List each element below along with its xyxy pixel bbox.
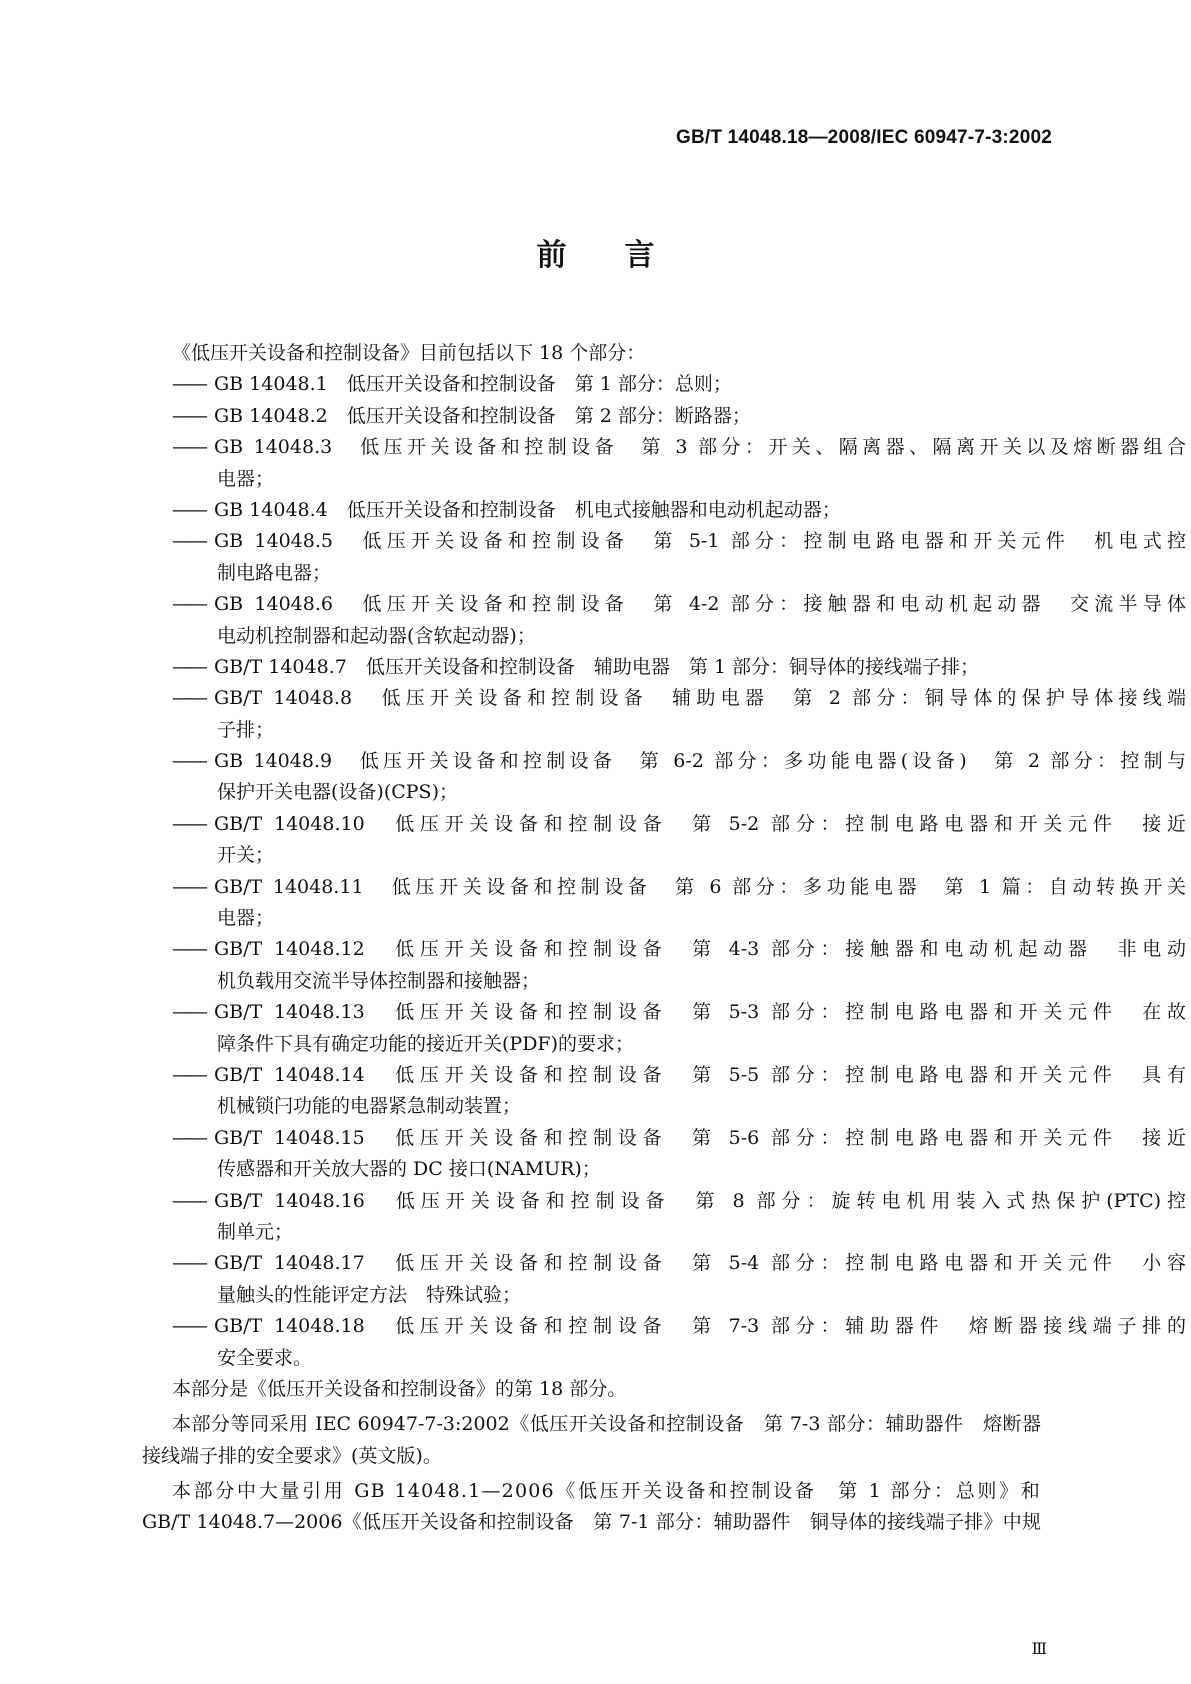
dash-mark: —— (172, 1252, 206, 1275)
list-item-continuation: 子排； (217, 718, 275, 741)
list-item-text: GB 14048.1 低压开关设备和控制设备 第 1 部分：总则； (214, 373, 732, 396)
list-item-text: GB/T 14048.12 低压开关设备和控制设备 第 4-3 部分：接触器和电动机起动器 非电动 (214, 938, 1186, 961)
dash-mark: —— (172, 687, 206, 710)
list-item (0, 526, 1191, 557)
paragraph-text: GB/T 14048.7—2006《低压开关设备和控制设备 第 7-1 部分：辅助器件 铜导体的接线端子排》中规 (142, 1511, 1041, 1534)
list-item-continuation: 量触头的性能评定方法 特殊试验； (217, 1283, 522, 1306)
list-item-continuation: 制电路电器； (217, 561, 332, 584)
list-item-text: GB 14048.4 低压开关设备和控制设备 机电式接触器和电动机起动器； (214, 498, 841, 521)
paragraph-text: 本部分中大量引用 GB 14048.1—2006《低压开关设备和控制设备 第 1 部分：总则》和 (172, 1480, 1041, 1503)
list-item-continuation: 电器； (217, 467, 275, 490)
list-item-text: GB/T 14048.17 低压开关设备和控制设备 第 5-4 部分：控制电路电器和开关元件 小容 (214, 1252, 1186, 1275)
list-item (0, 1311, 1191, 1342)
list-item (0, 369, 1191, 400)
list-item (0, 997, 1191, 1028)
list-item (0, 746, 1191, 777)
list-item-continuation: 保护开关电器(设备)(CPS)； (217, 781, 458, 804)
dash-mark: —— (172, 404, 206, 427)
dash-mark: —— (172, 498, 206, 521)
list-item (0, 934, 1191, 965)
dash-mark: —— (172, 373, 206, 396)
paragraph-continuation: 接线端子排的安全要求》(英文版)。 (142, 1444, 442, 1467)
dash-mark: —— (172, 436, 206, 459)
paragraph (0, 1409, 1191, 1440)
list-item-text: GB/T 14048.14 低压开关设备和控制设备 第 5-5 部分：控制电路电器和开关元件 具有 (214, 1063, 1186, 1086)
page-title: 前言 (536, 238, 713, 273)
dash-mark: —— (172, 812, 206, 835)
list-item-continuation: 安全要求。 (217, 1346, 313, 1369)
list-item-text: GB 14048.6 低压开关设备和控制设备 第 4-2 部分：接触器和电动机起动器 交流半导体 (214, 593, 1186, 616)
paragraph-continuation (0, 1507, 1191, 1538)
paragraph-text: 本部分等同采用 IEC 60947-7-3:2002《低压开关设备和控制设备 第 7-3 部分：辅助器件 熔断器 (172, 1413, 1041, 1436)
dash-mark: —— (172, 1315, 206, 1338)
list-item-continuation: 电器； (217, 907, 275, 930)
dash-mark: —— (172, 593, 206, 616)
list-item (0, 683, 1191, 714)
paragraph: 本部分是《低压开关设备和控制设备》的第 18 部分。 (172, 1377, 627, 1400)
list-item-continuation: 传感器和开关放大器的 DC 接口(NAMUR)； (217, 1158, 601, 1181)
list-item-text: GB/T 14048.16 低压开关设备和控制设备 第 8 部分：旋转电机用装入式热保护(PTC)控 (214, 1189, 1186, 1212)
list-item-continuation: 电动机控制器和起动器(含软起动器)； (217, 624, 536, 647)
foreword-body (0, 338, 1191, 1539)
intro-line: 《低压开关设备和控制设备》目前包括以下 18 个部分： (172, 342, 646, 364)
standard-code: GB/T 14048.18—2008/IEC 60947-7-3:2002 (675, 127, 1052, 148)
page-number: Ⅲ (1031, 1641, 1046, 1658)
list-item-continuation: 机负载用交流半导体控制器和接触器； (217, 969, 541, 992)
list-item-text: GB/T 14048.10 低压开关设备和控制设备 第 5-2 部分：控制电路电器和开关元件 接近 (214, 812, 1186, 835)
list-item (0, 495, 1191, 526)
dash-mark: —— (172, 1063, 206, 1086)
list-item (0, 809, 1191, 840)
list-item-text: GB/T 14048.11 低压开关设备和控制设备 第 6 部分：多功能电器 第 1 篇：自动转换开关 (214, 875, 1186, 898)
dash-mark: —— (172, 655, 206, 678)
list-item (0, 1186, 1191, 1217)
list-item-text: GB 14048.2 低压开关设备和控制设备 第 2 部分：断路器； (214, 404, 751, 427)
dash-mark: —— (172, 1189, 206, 1212)
list-item-text: GB/T 14048.15 低压开关设备和控制设备 第 5-6 部分：控制电路电器和开关元件 接近 (214, 1126, 1186, 1149)
list-item (0, 1123, 1191, 1154)
list-item-text: GB 14048.9 低压开关设备和控制设备 第 6-2 部分：多功能电器(设备) 第 2 部分：控制与 (214, 750, 1186, 773)
list-item-continuation: 开关； (217, 844, 275, 867)
list-item-text: GB/T 14048.13 低压开关设备和控制设备 第 5-3 部分：控制电路电器和开关元件 在故 (214, 1001, 1186, 1024)
list-item (0, 589, 1191, 620)
list-item-text: GB 14048.5 低压开关设备和控制设备 第 5-1 部分：控制电路电器和开关元件 机电式控 (214, 530, 1186, 553)
list-item (0, 872, 1191, 903)
dash-mark: —— (172, 750, 206, 773)
list-item-text: GB/T 14048.8 低压开关设备和控制设备 辅助电器 第 2 部分：铜导体的保护导体接线端 (214, 687, 1186, 710)
paragraph (0, 1476, 1191, 1507)
list-item-text: GB/T 14048.18 低压开关设备和控制设备 第 7-3 部分：辅助器件 熔断器接线端子排的 (214, 1315, 1186, 1338)
dash-mark: —— (172, 938, 206, 961)
list-item-continuation: 制单元； (217, 1220, 294, 1243)
dash-mark: —— (172, 1126, 206, 1149)
list-item-continuation: 机械锁闩功能的电器紧急制动装置； (217, 1095, 522, 1118)
list-item (0, 401, 1191, 432)
dash-mark: —— (172, 1001, 206, 1024)
list-item-text: GB/T 14048.7 低压开关设备和控制设备 辅助电器 第 1 部分：铜导体的接线端子排； (214, 655, 979, 678)
dash-mark: —— (172, 875, 206, 898)
list-item (0, 432, 1191, 463)
list-item (0, 652, 1191, 683)
parts-list (0, 369, 1191, 1374)
list-item-text: GB 14048.3 低压开关设备和控制设备 第 3 部分：开关、隔离器、隔离开关以及熔断器组合 (214, 436, 1186, 459)
list-item-continuation: 障条件下具有确定功能的接近开关(PDF)的要求； (217, 1032, 635, 1055)
list-item (0, 1060, 1191, 1091)
dash-mark: —— (172, 530, 206, 553)
list-item (0, 1248, 1191, 1279)
